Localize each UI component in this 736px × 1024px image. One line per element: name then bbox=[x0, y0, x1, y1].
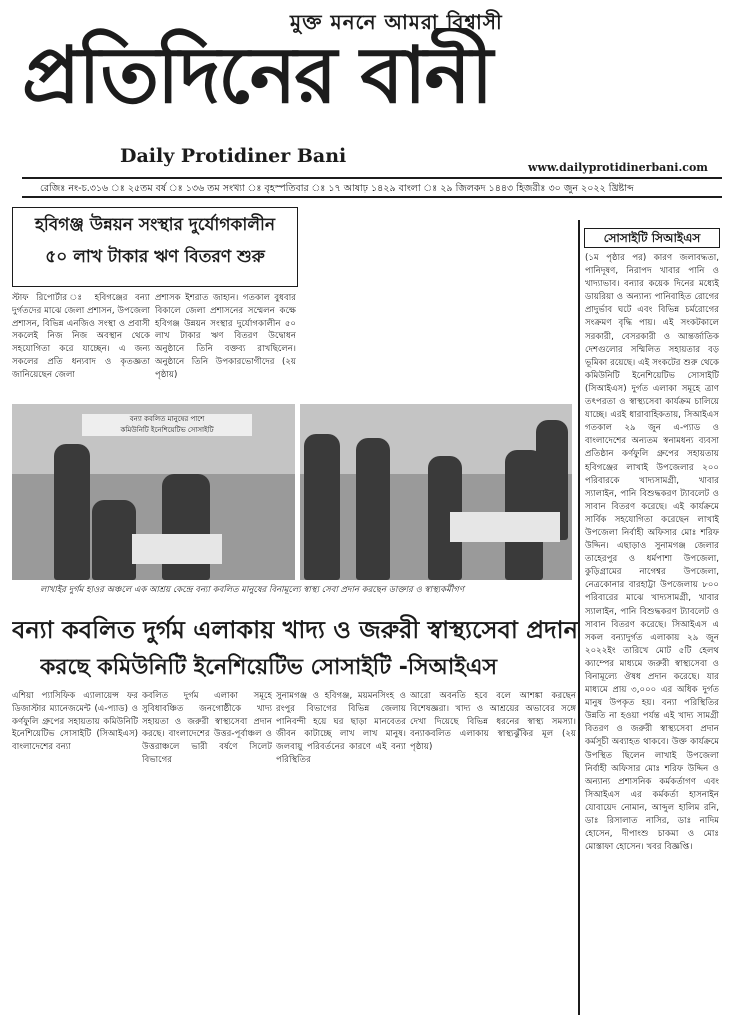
story1-headline-line2: ৫০ লাখ টাকার ঋণ বিতরণ শুরু bbox=[45, 247, 265, 267]
masthead-tagline: মুক্ত মননে আমরা বিশ্বাসী bbox=[290, 10, 503, 34]
photo-caption: লাখাইর দুর্গম হাওর অঞ্চলে এক আশ্রয় কেন্দ্রে বন্যা কবলিত মানুষের বিনামূল্যে স্বাস্থ্য সেবা প্রদান করছেন ডাক্তার ও স্বাস্থ্যকর্মীগণ bbox=[40, 585, 464, 595]
masthead-rule-top bbox=[22, 177, 722, 179]
story1-column-2: প্রশাসক ইশরাত জাহান। গতকাল বুধবার বিকালে জেলা প্রশাসনের সম্মেলন কক্ষে হবিগঞ্জ উন্নয়ন সংস্থার দুর্যোগকালীন ৫০ লাখ টাকার ঋণ বিতরণ উদ্বোধন অনুষ্ঠানে তিনি বক্তব্য রাখছিলেন। অনুষ্ঠানে তিনি উপকারভোগীদের (২য় পৃষ্ঠায়) bbox=[155, 293, 296, 380]
story2-column-2: কবলিত দুর্গম এলাকা সমূহে সুবিধাবঞ্চিত জনগোষ্ঠীকে খাদ্য সহায়তা ও জরুরী স্বাস্থ্যসেবা প্রদান করছে। বাংলাদেশের উত্তর-পূর্বাঞ্চল ও উত্তরাঞ্চলে ভারী বর্ষণে সিলেট বিভাগের bbox=[142, 691, 272, 765]
story2-headline-line2: করছে কমিউনিটি ইনেশিয়েটিভ সোসাইটি -সিআইএস bbox=[40, 655, 498, 680]
masthead-website: www.dailyprotidinerbani.com bbox=[528, 161, 708, 174]
story2-column-3: সুনামগঞ্জ ও হবিগঞ্জ, ময়মনসিংহ ও রংপুর বিভাগের বিভিন্ন জেলায় পানিবন্দী হয়ে ঘর ছাড়া মানবেতর জীবন কাটাচ্ছে লাখ লাখ মানুষ। জলবায়ু পরিবর্তনের কারণে এই বন্যা পরিস্থিতির bbox=[276, 691, 406, 765]
sidebar-body: (১ম পৃষ্ঠার পর) কারণ জলাবদ্ধতা, পানিদূষণ, নিরাপদ খাবার পানি ও খাদ্যাভাব। বন্যার কয়েক দিনের মধ্যেই ডায়রিয়া ও অন্যান্য পানিবাহিত রোগের প্রাদুর্ভাব ঘটে এবং বিভিন্ন চর্মরোগের সংক্রমণ বৃদ্ধি পায়। এই সংকটকালে সরকারী, বেসরকারী ও আন্তর্জাতিক দেশগুলোর সম্মিলিত সহায়তার বড় ভূমিকা রয়েছে। এই সংকটের শুরু থেকে কমিউনিটি ইনেশিয়েটিভ সোসাইটি (সিআইএস) দুর্গত এলাকা সমূহে ত্রাণ তৎপরতা ও স্বাস্থ্যসেবা কার্যক্রম চালিয়ে যাচ্ছে। এরই ধারাবাহিকতায়, সিআইএস গতকাল ২৯ জুন এ-প্যাড ও বাংলাদেশের অন্যতম স্বনামধন্য ব্যবসা প্রতিষ্ঠান কর্ণফুলি গ্রুপের সহায়তায় হবিগঞ্জের লাখাই উপজেলার ২০০ পরিবারকে খাদ্যসামগ্রী, খাবার স্যালাইন, পানি বিশুদ্ধকরণ ট্যাবলেট ও সাবান বিতরণ করেছে। এই কার্যক্রমে সার্বিক সহযোগিতা করেছেন লাখাই উপজেলা নির্বাহী অফিসার মোঃ শরিফ উদ্দিন। এছাড়াও সুনামগঞ্জ জেলার তাহেরপুর ও ধর্মপাশা উপজেলা, কুড়িগ্রামের নাগেশ্বর উপজেলা, নেত্রকোনার বারহাট্টা উপজেলায় ৮০০ পরিবারের মাঝে খাদ্যসামগ্রী, খাবার স্যালাইন, পানি বিশুদ্ধকরণ ট্যাবলেট ও সাবান বিতরণ করেছে। সিআইএস এ সকল বন্যাদুর্গত এলাকায় ২৯ জুন ২০২২ইং তারিখে মোট ৫টি হেলথ ক্যাম্পের মাধ্যমে জরুরী স্বাস্থ্যসেবা ও বিনামূল্যে ঔষধ প্রদান করেছে। যার মাধ্যমে প্রায় ৩,০০০ এর অধিক দুর্গত মানুষ উপকৃত হয়। বন্যা পরিস্থিতির উন্নতি না হওয়া পর্যন্ত এই খাদ্য সামগ্রী বিতরণ ও জরুরী স্বাস্থ্যসেবা প্রদান কর্মসূচী অব্যাহত থাকবে। উক্ত কার্যক্রমে উপস্থিত ছিলেন লাখাই উপজেলা নির্বাহী অফিসার মোঃ শরিফ উদ্দিন ও অন্যান্য প্রশাসনিক কর্মকর্তাগণ এবং সিআইএস এর কর্মকর্তা হাসনাইন যোবায়েদ নোমান, আব্দুল হালিম রনি, ডাঃ রিসালাত নাসির, ডাঃ নাদিম হোসেন, দীপাংশু চাকমা ও মোঃ মোস্তাফা হোসেন। খবর বিজ্ঞপ্তি। bbox=[585, 253, 719, 853]
photo-health-camp-right bbox=[300, 404, 572, 580]
sidebar-heading: সোসাইটি সিআইএস bbox=[584, 228, 720, 248]
story1-headline-line1: হবিগঞ্জ উন্নয়ন সংস্থার দুর্যোগকালীন bbox=[35, 215, 275, 235]
column-divider bbox=[578, 220, 580, 1015]
masthead-title: প্রতিদিনের বানী bbox=[22, 31, 492, 121]
registration-line: রেজিঃ নং-চ.৩১৬ ঃ ২৫তম বর্ষ ঃ ১৩৬ তম সংখ্যা ঃ বৃহস্পতিবার ঃ ১৭ আষাঢ় ১৪২৯ বাংলা ঃ ২৯ জিলকদ ১৪৪৩ হিজরীঃ ৩০ জুন ২০২২ খ্রিষ্টাব্দ bbox=[40, 183, 634, 194]
photo-health-camp-left bbox=[12, 404, 295, 580]
story2-column-4: আরো অবনতি হবে বলে আশঙ্কা করছেন বিশেষজ্ঞরা। খাদ্য ও আশ্রয়ের অভাবের সঙ্গে দেখা দিয়েছে বিভিন্ন ধরনের স্বাস্থ্য সমস্যা। বন্যাকবলিত এলাকায় স্বাস্থ্যঝুঁকির মূল (২য় পৃষ্ঠায়) bbox=[410, 691, 576, 753]
photo-banner-text: বন্যা কবলিত মানুষের পাশে bbox=[129, 415, 205, 423]
photo-banner-sub: কমিউনিটি ইনেশিয়েটিভ সোসাইটি bbox=[120, 426, 214, 434]
story2-column-1: এশিয়া প্যাসিফিক এ্যালায়েন্স ফর ডিজাস্টার ম্যানেজমেন্ট (এ-প্যাড) ও কর্ণফুলি গ্রুপের সহায়তায় কমিউনিটি ইনেশিয়েটিভ সোসাইটি (সিআইএস) বাংলাদেশের বন্যা bbox=[12, 691, 138, 753]
masthead-english-name: Daily Protidiner Bani bbox=[120, 145, 347, 167]
masthead-rule-bottom bbox=[22, 196, 722, 198]
story2-headline-line1: বন্যা কবলিত দুর্গম এলাকায় খাদ্য ও জরুরী স্বাস্থ্যসেবা প্রদান bbox=[12, 616, 578, 644]
story1-column-1: স্টাফ রিপোর্টার ঃ হবিগঞ্জের বন্যা দুর্গতদের মাঝে জেলা প্রশাসন, উপজেলা প্রশাসন, বিভিন্ন এনজিও সংস্থা ও প্রবাসী সকলেই নিজ নিজ অবস্থান থেকে সহযোগিতা করে যাচ্ছেন। এ জন্য সকলের প্রতি ধন্যবাদ ও কৃতজ্ঞতা জানিয়েছেন জেলা bbox=[12, 293, 150, 380]
